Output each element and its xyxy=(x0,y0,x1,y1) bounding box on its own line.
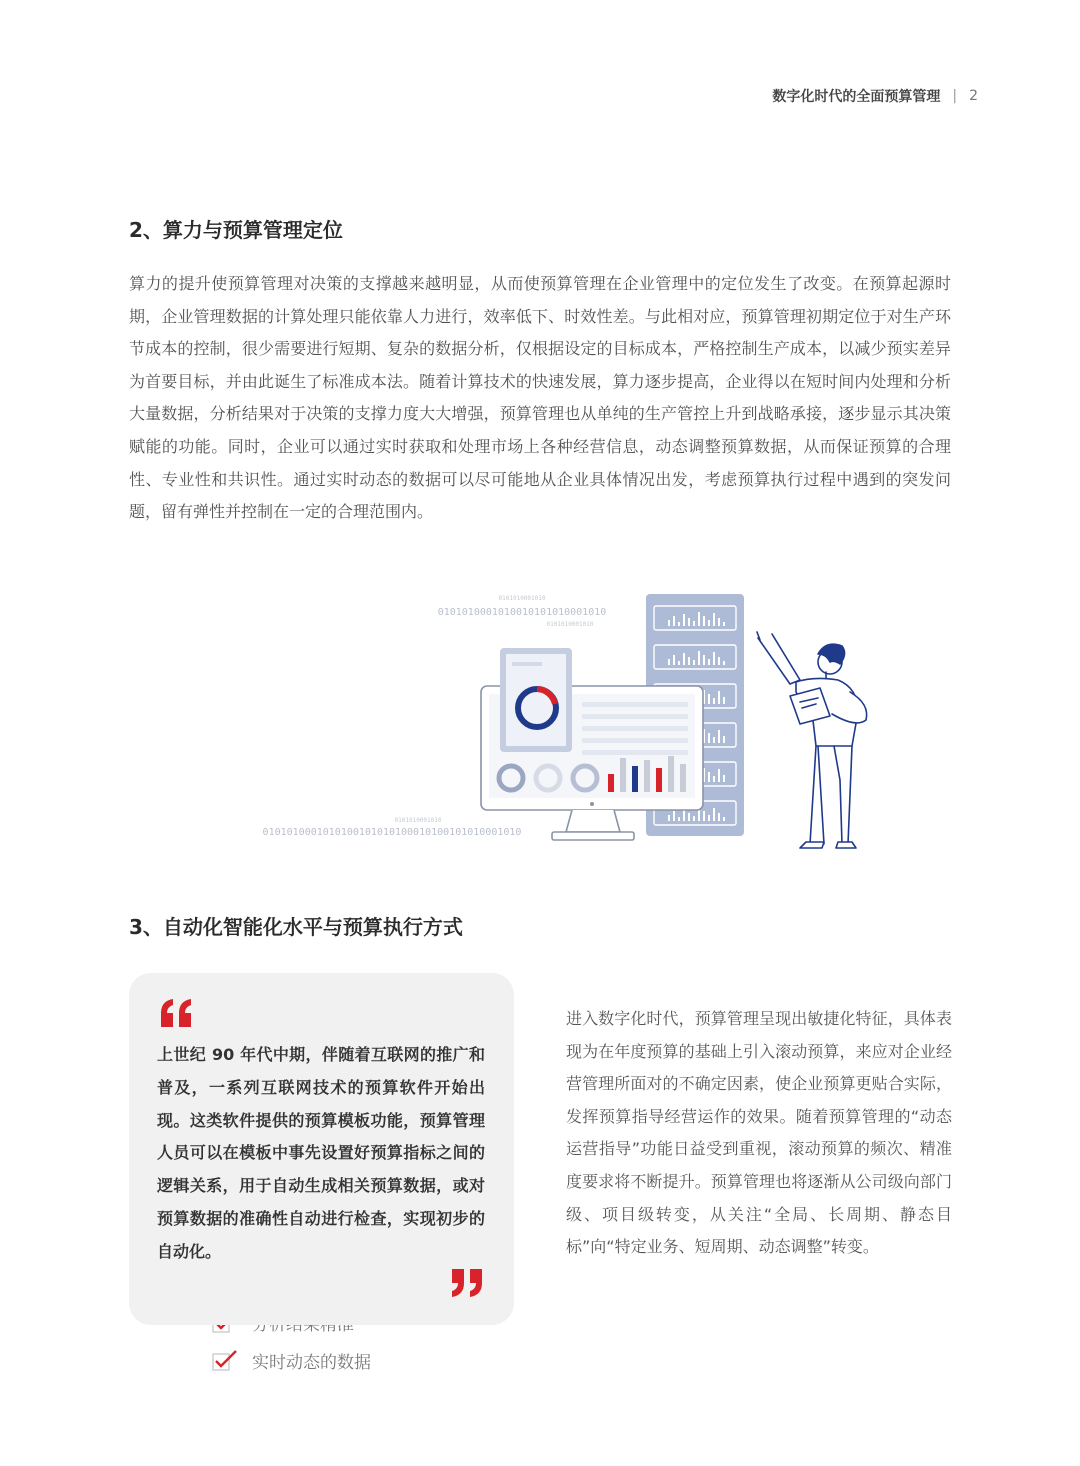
checklist-item xyxy=(212,1341,371,1379)
tablet xyxy=(500,648,572,752)
close-quote-icon xyxy=(450,1269,484,1297)
section-3-paragraph: 进入数字化时代，预算管理呈现出敏捷化特征，具体表现为在年度预算的基础上引入滚动预算，来应对企业经营管理所面对的不确定因素，使企业预算更贴合实际，发挥预算指导经营运作的效果。随着预算管理的“动态运营指导”功能日益受到重视，滚动预算的频次、精准度要求将不断提升。预算管理也将逐渐从公司级向部门级、项目级转变，从关注“全局、长周期、静态目标”向“特定业务、短周期、动态调整”转变。 xyxy=(566,1009,952,1257)
section-2-heading: 2、算力与预算管理定位 xyxy=(129,218,343,242)
section-2-paragraph: 算力的提升使预算管理对决策的支撑越来越明显，从而使预算管理在企业管理中的定位发生了改变。在预算起源时期，企业管理数据的计算处理只能依靠人力进行，效率低下、时效性差。与此相对应，预算管理初期定位于对生产环节成本的控制，很少需要进行短期、复杂的数据分析，仅根据设定的目标成本，严格控制生产成本，以减少预实差异为首要目标，并由此诞生了标准成本法。随着计算技术的快速发展，算力逐步提高，企业得以在短时间内处理和分析大量数据，分析结果对于决策的支撑力度大大增强，预算管理也从单纯的生产管控上升到战略承接，逐步显示其决策赋能的功能。同时，企业可以通过实时获取和处理市场上各种经营信息，动态调整预算数据，从而保证预算的合理性、专业性和共识性。通过实时动态的数据可以尽可能地从企业具体情况出发，考虑预算执行过程中遇到的突发问题，留有弹性并控制在一定的合理范围内。 xyxy=(129,274,951,522)
open-quote-icon xyxy=(159,999,193,1027)
section-3-heading: 3、自动化智能化水平与预算执行方式 xyxy=(129,915,463,939)
checklist-label: 实时动态的数据 xyxy=(252,1352,371,1373)
page-header xyxy=(772,86,978,106)
checkmark-icon xyxy=(212,1349,238,1371)
binary-string-small: 0101010001010 xyxy=(546,621,594,628)
binary-string: 0101010001010010101010001010 xyxy=(437,607,607,618)
page-number: 2 xyxy=(969,88,978,104)
binary-string: 0101010001010100101010100010100101010001010 xyxy=(262,827,522,838)
binary-string-small: 0101010001010 xyxy=(394,817,442,824)
header-separator: | xyxy=(952,88,958,104)
binary-string-small: 0101010001010 xyxy=(498,595,546,602)
person-figure xyxy=(757,632,867,848)
quote-box xyxy=(129,973,514,1325)
doc-title: 数字化时代的全面预算管理 xyxy=(772,89,941,105)
quote-text: 上世纪 90 年代中期，伴随着互联网的推广和普及，一系列互联网技术的预算软件开始出现。这类软件提供的预算模板功能，预算管理人员可以在模板中事先设置好预算指标之间的逻辑关系，用于自动生成相关预算数据，或对预算数据的准确性自动进行检查，实现初步的自动化。 xyxy=(157,1045,485,1261)
dashboard-illustration xyxy=(0,580,1080,870)
